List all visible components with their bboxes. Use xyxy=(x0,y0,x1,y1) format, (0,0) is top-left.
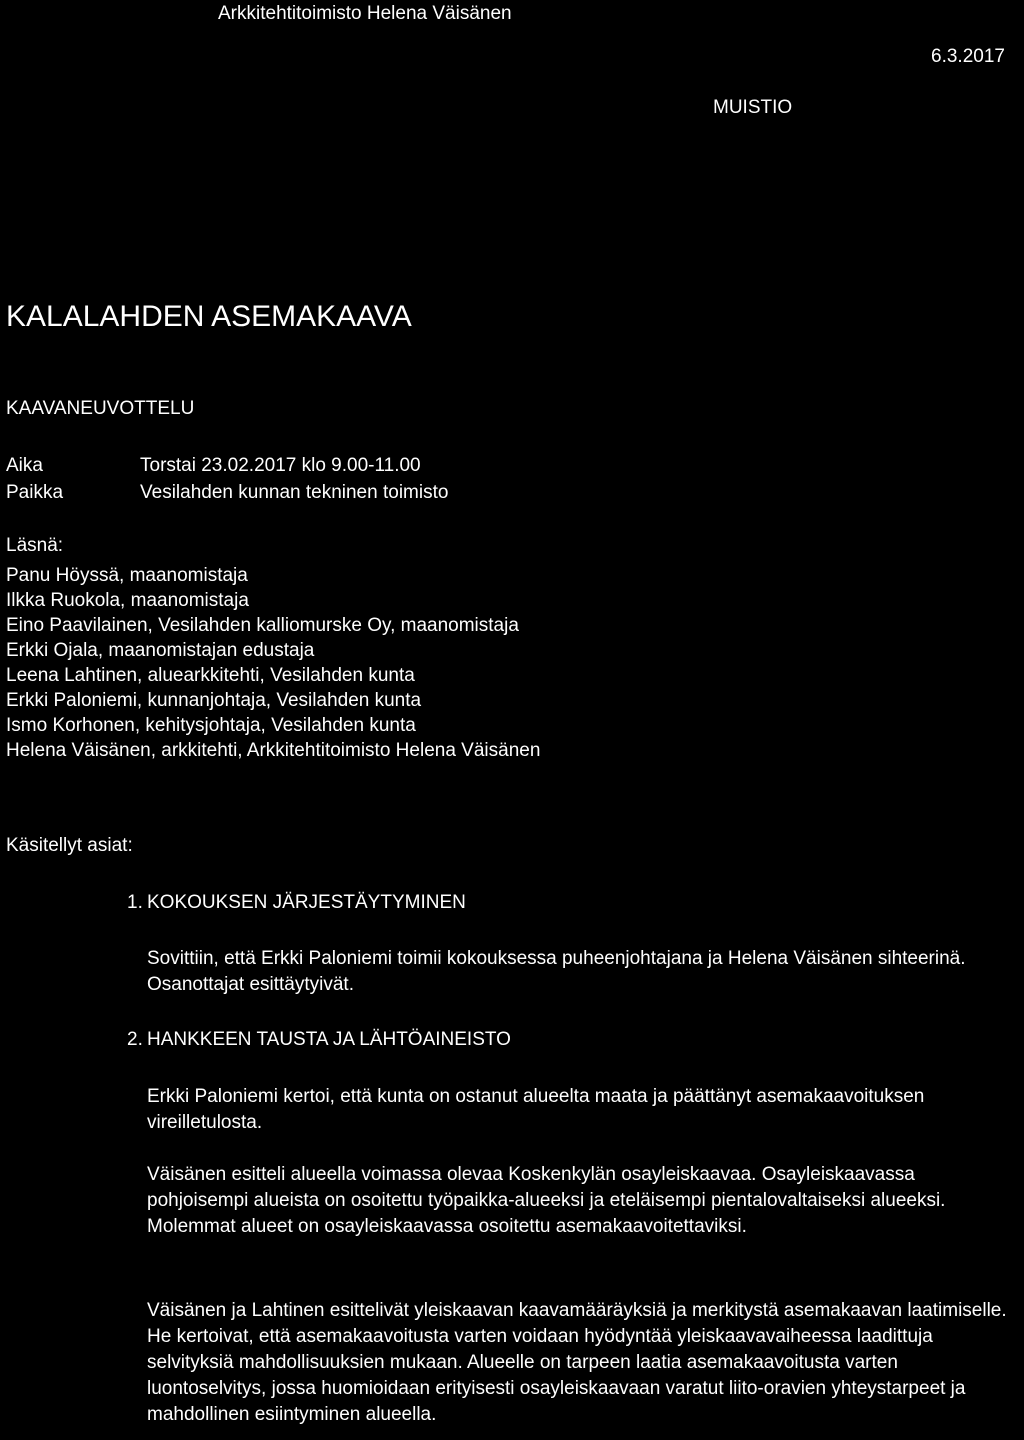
section-paragraph: Väisänen ja Lahtinen esittelivät yleiskaavan kaavamääräyksiä ja merkitystä asemakaavan laatimiselle. He kertoivat, että asemakaavoitusta varten voidaan hyödyntää yleiskaavavaiheessa laadittuja selvityksiä mahdollisuuksien mukaan. Alueelle on tarpeen laatia asemakaavoitusta varten luontoselvitys, jossa huomioidaan erityisesti osayleiskaavaan varatut liito-oravien yhteystarpeet ja mahdollinen esiintyminen alueella. xyxy=(147,1300,1007,1425)
section-heading: KOKOUKSEN JÄRJESTÄYTYMINEN xyxy=(147,892,466,913)
place-value: Vesilahden kunnan tekninen toimisto xyxy=(140,482,449,503)
section-paragraph: Erkki Paloniemi kertoi, että kunta on ostanut alueelta maata ja päättänyt asemakaavoituksen vireilletulosta. xyxy=(147,1086,925,1133)
attendee-item: Erkki Paloniemi, kunnanjohtaja, Vesilahden kunta xyxy=(6,690,422,711)
attendee-item: Ismo Korhonen, kehitysjohtaja, Vesilahden kunta xyxy=(6,715,416,736)
document-date: 6.3.2017 xyxy=(931,46,1005,67)
section-number: 1. xyxy=(127,892,143,913)
attendee-item: Panu Höyssä, maanomistaja xyxy=(6,565,248,586)
section-heading: HANKKEEN TAUSTA JA LÄHTÖAINEISTO xyxy=(147,1029,511,1050)
attendee-list xyxy=(6,563,540,763)
attendee-item: Leena Lahtinen, aluearkkitehti, Vesilahden kunta xyxy=(6,665,415,686)
topics-label: Käsitellyt asiat: xyxy=(6,835,133,856)
attendee-item: Erkki Ojala, maanomistajan edustaja xyxy=(6,640,315,661)
place-label: Paikka xyxy=(6,482,64,503)
company-name: Arkkitehtitoimisto Helena Väisänen xyxy=(218,3,512,24)
page-title: KALALAHDEN ASEMAKAAVA xyxy=(6,300,412,333)
section-paragraph: Väisänen esitteli alueella voimassa olevaa Koskenkylän osayleiskaavaa. Osayleiskaavassa pohjoisempi alueista on osoitettu työpaikka-alueeksi ja eteläisempi pientalovaltaiseksi alueeksi. Molemmat alueet on osayleiskaavassa osoitettu asemakaavoitettaviksi. xyxy=(147,1164,946,1237)
time-value: Torstai 23.02.2017 klo 9.00-11.00 xyxy=(140,455,421,476)
meeting-type: KAAVANEUVOTTELU xyxy=(6,398,195,419)
attendees-label: Läsnä: xyxy=(6,535,64,556)
section-number: 2. xyxy=(127,1029,143,1050)
time-label: Aika xyxy=(6,455,43,476)
attendee-item: Helena Väisänen, arkkitehti, Arkkitehtitoimisto Helena Väisänen xyxy=(6,740,541,761)
section-paragraph: Sovittiin, että Erkki Paloniemi toimii kokouksessa puheenjohtajana ja Helena Väisänen sihteerinä. Osanottajat esittäytyivät. xyxy=(147,948,966,995)
document-type: MUISTIO xyxy=(713,97,793,118)
attendee-item: Eino Paavilainen, Vesilahden kalliomurske Oy, maanomistaja xyxy=(6,615,519,636)
attendee-item: Ilkka Ruokola, maanomistaja xyxy=(6,590,249,611)
